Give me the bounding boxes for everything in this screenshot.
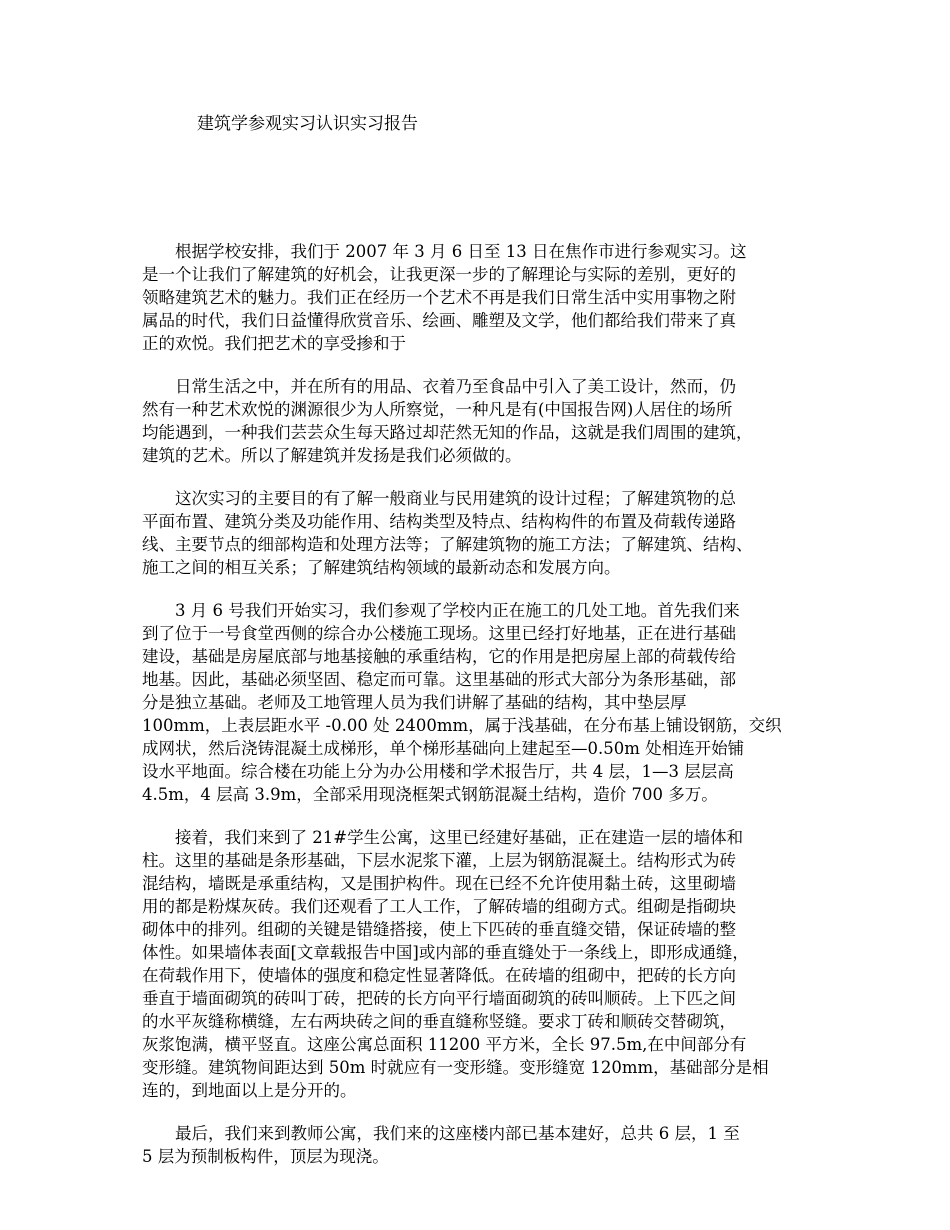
text-line: 分是独立基础。老师及工地管理人员为我们讲解了基础的结构，其中垫层厚 [142, 693, 687, 712]
text-line: 建设，基础是房屋底部与地基接触的承重结构，它的作用是把房屋上部的荷载传给 [142, 647, 736, 666]
text-line: 垂直于墙面砌筑的砖叫丁砖，把砖的长方向平行墙面砌筑的砖叫顺砖。上下匹之间 [142, 989, 736, 1008]
text-line: 然有一种艺术欢悦的渊源很少为人所察觉，一种凡是有(中国报告网)人居住的场所 [142, 400, 733, 419]
text-line: 线、主要节点的细部构造和处理方法等；了解建筑物的施工方法；了解建筑、结构、 [142, 535, 753, 554]
paragraph [142, 1122, 824, 1168]
text-line: 连的，到地面以上是分开的。 [142, 1081, 357, 1100]
text-line: 5 层为预制板构件，顶层为现浇。 [142, 1147, 389, 1166]
document-body [142, 240, 824, 1188]
document-title: 建筑学参观实习认识实习报告 [197, 114, 418, 134]
text-line: 均能遇到，一种我们芸芸众生每天路过却茫然无知的作品，这就是我们周围的建筑， [142, 423, 753, 442]
text-line: 3 月 6 号我们开始实习，我们参观了学校内正在施工的几处工地。首先我们来 [142, 601, 740, 620]
text-line: 正的欢悦。我们把艺术的享受掺和于 [142, 334, 406, 353]
text-line: 到了位于一号食堂西侧的综合办公楼施工现场。这里已经打好地基，正在进行基础 [142, 624, 736, 643]
paragraph [142, 826, 824, 1102]
text-line: 的水平灰缝称横缝，左右两块砖之间的垂直缝称竖缝。要求丁砖和顺砖交替砌筑， [142, 1012, 736, 1031]
text-line: 接着，我们来到了 21#学生公寓，这里已经建好基础，正在建造一层的墙体和 [142, 828, 744, 847]
text-line: 地基。因此，基础必须坚固、稳定而可靠。这里基础的形式大部分为条形基础，部 [142, 670, 736, 689]
text-line: 是一个让我们了解建筑的好机会，让我更深一步的了解理论与实际的差别，更好的 [142, 265, 736, 284]
text-line: 砌体中的排列。组砌的关键是错缝搭接，使上下匹砖的垂直缝交错，保证砖墙的整 [142, 920, 736, 939]
text-line: 用的都是粉煤灰砖。我们还观看了工人工作，了解砖墙的组砌方式。组砌是指砌块 [142, 897, 736, 916]
text-line: 混结构，墙既是承重结构，又是围护构件。现在已经不允许使用黏土砖，这里砌墙 [142, 874, 736, 893]
paragraph [142, 599, 824, 806]
text-line: 最后，我们来到教师公寓，我们来的这座楼内部已基本建好，总共 6 层，1 至 [142, 1124, 740, 1143]
text-line: 领略建筑艺术的魅力。我们正在经历一个艺术不再是我们日常生活中实用事物之附 [142, 288, 736, 307]
paragraph [142, 375, 824, 467]
text-line: 平面布置、建筑分类及功能作用、结构类型及特点、结构构件的布置及荷载传递路 [142, 512, 736, 531]
text-line: 日常生活之中，并在所有的用品、衣着乃至食品中引入了美工设计，然而，仍 [142, 377, 736, 396]
text-line: 体性。如果墙体表面[文章载报告中国]或内部的垂直缝处于一条线上，即形成通缝， [142, 943, 749, 962]
text-line: 在荷载作用下，使墙体的强度和稳定性显著降低。在砖墙的组砌中，把砖的长方向 [142, 966, 736, 985]
text-line: 灰浆饱满，横平竖直。这座公寓总面积 11200 平方米，全长 97.5m,在中间部分有 [142, 1035, 747, 1054]
text-line: 4.5m，4 层高 3.9m，全部采用现浇框架式钢筋混凝土结构，造价 700 多万。 [142, 785, 718, 804]
text-line: 变形缝。建筑物间距达到 50m 时就应有一变形缝。变形缝宽 120mm，基础部分是相 [142, 1058, 769, 1077]
text-line: 设水平地面。综合楼在功能上分为办公用楼和学术报告厅，共 4 层，1—3 层层高 [142, 762, 734, 781]
text-line: 成网状，然后浇铸混凝土成梯形，单个梯形基础向上建起至—0.50m 处相连开始铺 [142, 739, 745, 758]
text-line: 根据学校安排，我们于 2007 年 3 月 6 日至 13 日在焦作市进行参观实习。这 [142, 242, 747, 261]
text-line: 这次实习的主要目的有了解一般商业与民用建筑的设计过程；了解建筑物的总 [142, 489, 736, 508]
text-line: 100mm，上表层距水平 -0.00 处 2400mm，属于浅基础，在分布基上铺设钢筋，交织 [142, 716, 782, 735]
paragraph [142, 240, 824, 355]
text-line: 属品的时代，我们日益懂得欣赏音乐、绘画、雕塑及文学，他们都给我们带来了真 [142, 311, 736, 330]
text-line: 建筑的艺术。所以了解建筑并发扬是我们必须做的。 [142, 446, 522, 465]
text-line: 施工之间的相互关系；了解建筑结构领域的最新动态和发展方向。 [142, 558, 621, 577]
text-line: 柱。这里的基础是条形基础，下层水泥浆下灌，上层为钢筋混凝土。结构形式为砖 [142, 851, 736, 870]
paragraph [142, 487, 824, 579]
